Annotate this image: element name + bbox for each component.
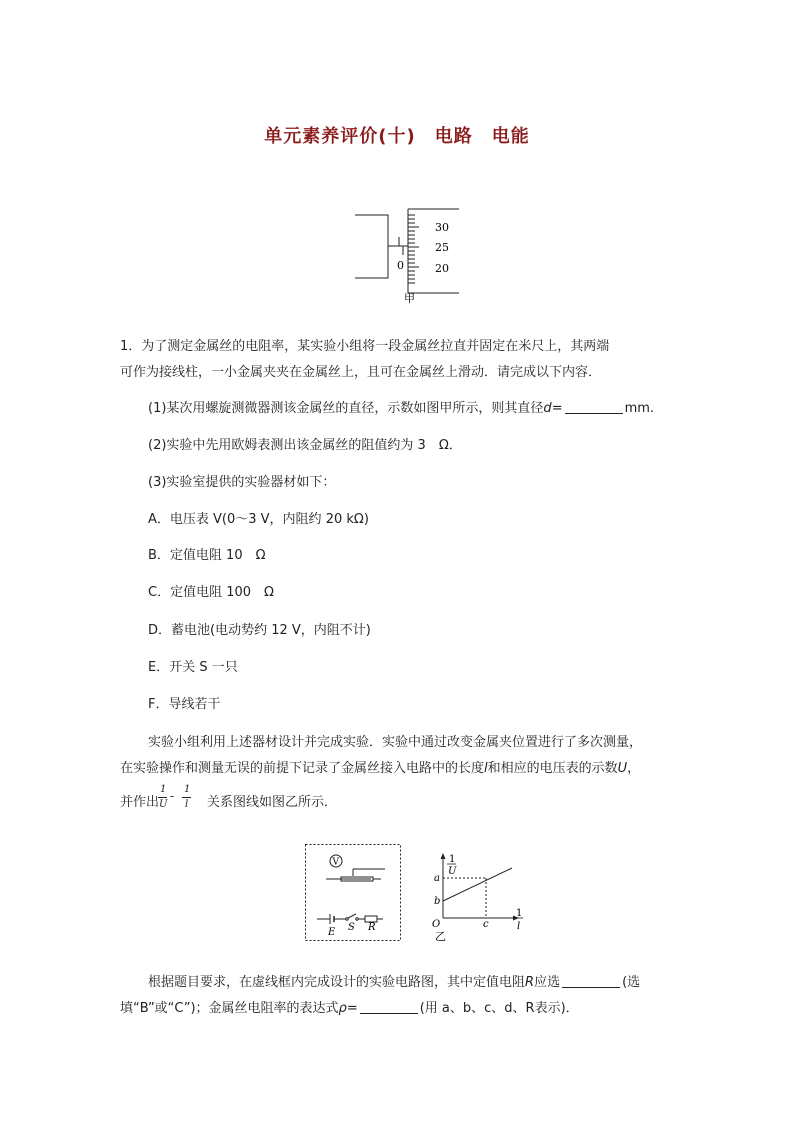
frac-1-over-l-num: 1: [184, 784, 191, 795]
experiment-line3: [120, 790, 690, 816]
frac1-bar: [158, 797, 167, 798]
final-line1-mid: 应选: [534, 975, 561, 990]
part1-text: (1)某次用螺旋测微器测该金属丝的直径，示数如图甲所示，则其直径: [148, 401, 544, 416]
figure-jia-caption: 甲: [404, 292, 415, 305]
exp-line3-text: 并作出: [120, 795, 160, 810]
option-d: D．蓄电池(电动势约 12 V，内阻不计): [148, 623, 371, 638]
frac-1-over-u-den: U: [159, 799, 168, 810]
tick-20: 20: [435, 262, 449, 275]
length-var: l: [484, 761, 488, 776]
diameter-var: d: [543, 401, 552, 416]
voltage-var: U: [617, 761, 628, 776]
micrometer-figure: [355, 205, 465, 305]
minus-sign: -: [170, 789, 175, 803]
q1-intro-line1: 1．为了测定金属丝的电阻率，某实验小组将一段金属丝拉直并固定在米尺上，其两端: [120, 339, 610, 354]
option-f: F．导线若干: [148, 697, 221, 712]
final-line1-text: 根据题目要求，在虚线框内完成设计的实验电路图，其中定值电阻: [148, 975, 526, 990]
q1-intro-line2: 可作为接线柱，一小金属夹夹在金属丝上，且可在金属丝上滑动．请完成以下内容．: [120, 365, 602, 380]
resistivity-blank[interactable]: [360, 999, 418, 1014]
frac2-bar: [182, 797, 191, 798]
graph-b-label: b: [434, 896, 441, 907]
graph-y-label-den: U: [448, 866, 457, 877]
switch-label: S: [348, 922, 355, 933]
circuit-box[interactable]: [305, 844, 401, 942]
resistor-var: R: [525, 975, 535, 990]
exp-line2-end: ，: [627, 761, 641, 776]
exp-line2-mid: 和相应的电压表的示数: [487, 761, 618, 776]
rho-var: ρ: [338, 1001, 347, 1016]
graph-x-label-num: 1: [516, 908, 523, 919]
experiment-line2: [120, 756, 690, 782]
option-e: E．开关 S 一只: [148, 660, 238, 675]
exp-line2-text: 在实验操作和测量无误的前提下记录了金属丝接入电路中的长度: [120, 761, 485, 776]
option-c: C．定值电阻 100 Ω: [148, 585, 274, 600]
page-title: 单元素养评价(十) 电路 电能: [264, 126, 530, 147]
final-line1: [148, 970, 718, 996]
final-line2-text: 填“B”或“C”)；金属丝电阻率的表达式: [120, 1001, 339, 1016]
q1-part3: (3)实验室提供的实验器材如下：: [148, 475, 336, 490]
exp-line3-end: 关系图线如图乙所示．: [207, 795, 338, 810]
part1-unit: mm.: [624, 401, 655, 416]
graph-caption: 乙: [435, 930, 446, 942]
resistor-label: R: [368, 922, 376, 933]
q1-part2: (2)实验中先用欧姆表测出该金属丝的阻值约为 3 Ω．: [148, 438, 462, 453]
graph-origin: O: [432, 919, 441, 930]
frac-1-over-l-den: l: [185, 799, 189, 810]
battery-label: E: [328, 927, 336, 938]
diameter-blank[interactable]: [565, 399, 623, 414]
graph-x-label-den: l: [517, 921, 521, 932]
frac-1-over-u-num: 1: [160, 784, 167, 795]
graph-c-label: c: [483, 919, 489, 930]
graph-y-label-num: 1: [449, 854, 456, 865]
experiment-line1: 实验小组利用上述器材设计并完成实验．实验中通过改变金属夹位置进行了多次测量，: [148, 735, 643, 750]
option-a: A．电压表 V(0～3 V，内阻约 20 kΩ): [148, 512, 369, 527]
tick-30: 30: [435, 221, 449, 234]
graph-a-label: a: [434, 873, 440, 884]
final-line2: [120, 996, 690, 1022]
resistor-choice-blank[interactable]: [562, 973, 620, 988]
tick-25: 25: [435, 241, 449, 254]
graph-yi: [428, 850, 528, 942]
equals-sign: =: [551, 401, 563, 416]
main-scale-zero: 0: [397, 259, 404, 272]
option-b: B．定值电阻 10 Ω: [148, 548, 266, 563]
final-line2-equals: =: [346, 1001, 358, 1016]
final-line1-end: (选: [622, 975, 641, 990]
final-line2-end: (用 a、b、c、d、R表示)．: [419, 1001, 579, 1016]
voltmeter-label: V: [332, 857, 339, 868]
q1-part1: [148, 396, 718, 422]
